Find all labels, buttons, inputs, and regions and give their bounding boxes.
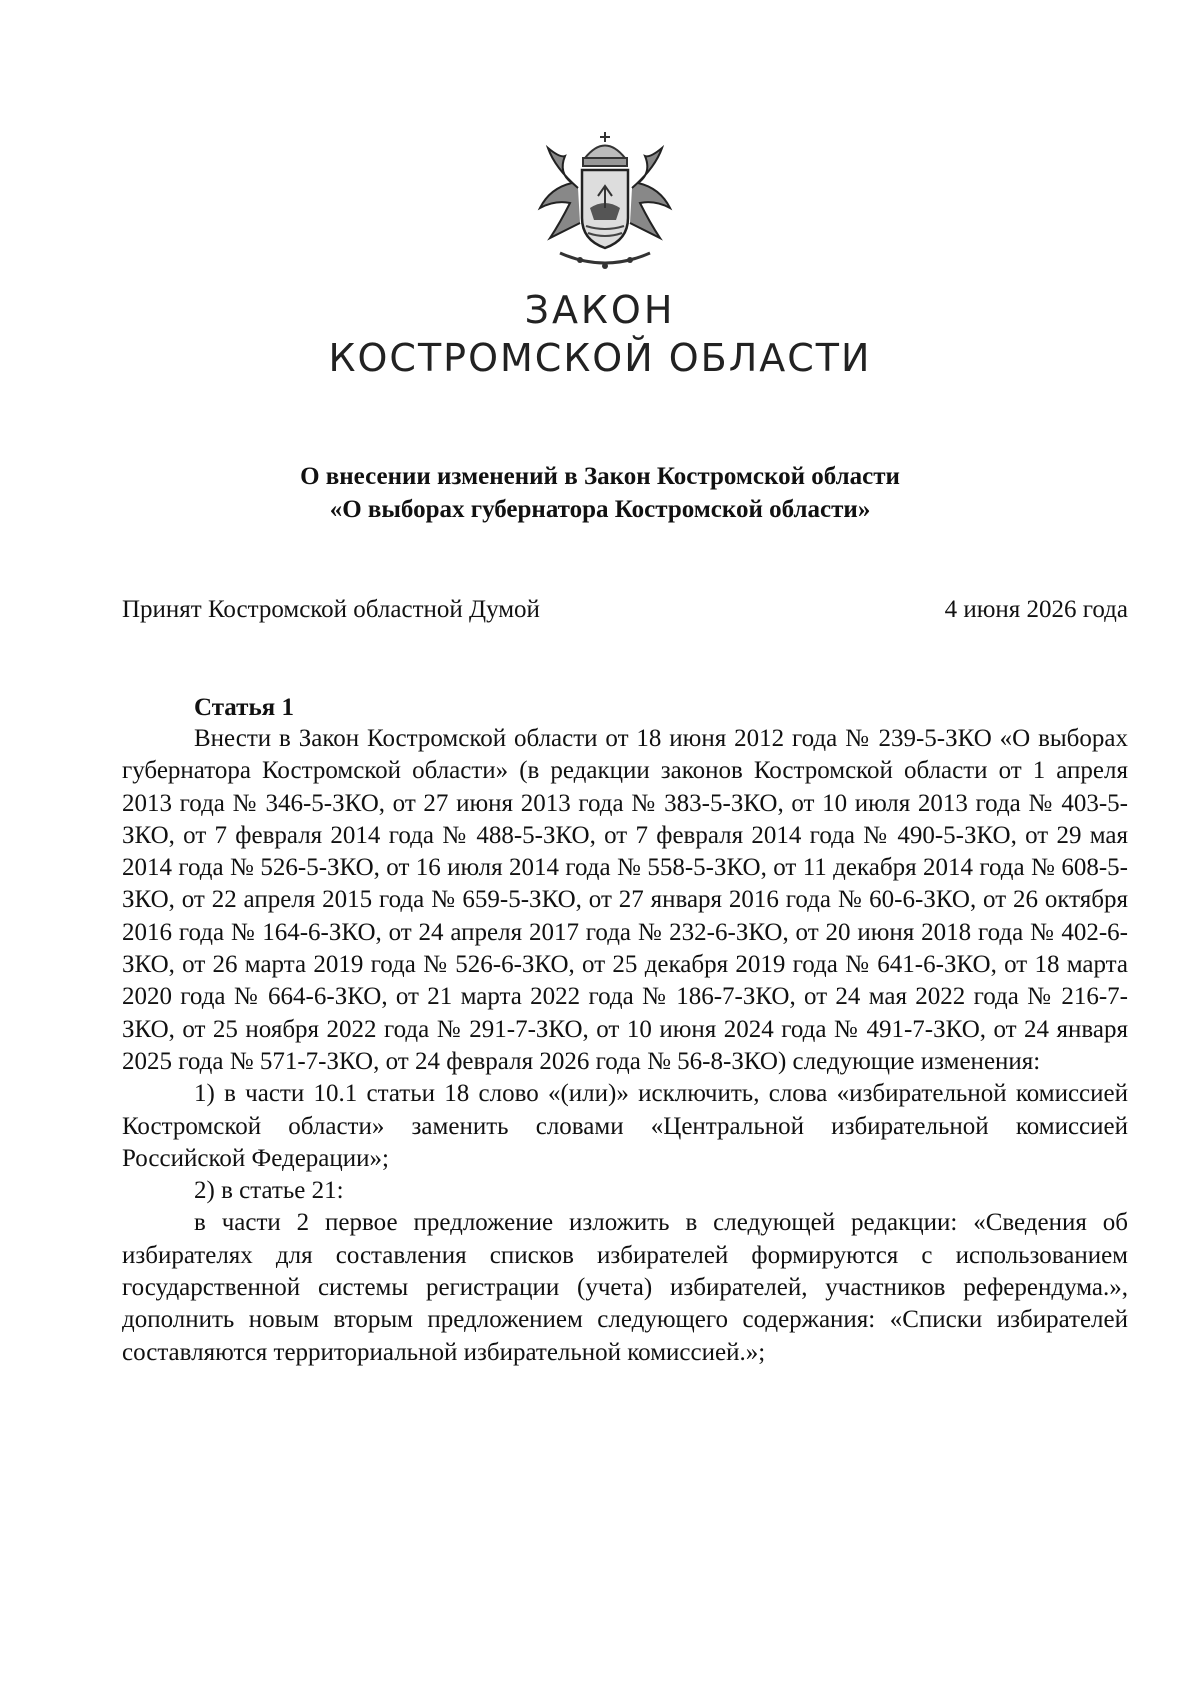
article-title: Статья 1	[194, 694, 294, 721]
document-heading	[0, 460, 1200, 526]
article-paragraph: 1) в части 10.1 статьи 18 слово «(или)» исключить, слова «избирательной комиссией Костромской области» заменить словами «Центральной избирательной комиссией Российской Федерации»;	[122, 1080, 1128, 1172]
law-title-line1: ЗАКОН	[524, 288, 676, 332]
adopted-by: Принят Костромской областной Думой	[122, 596, 540, 623]
law-title-line2: КОСТРОМСКОЙ ОБЛАСТИ	[328, 336, 872, 380]
article-body	[122, 723, 1128, 1369]
coat-of-arms-icon	[520, 128, 690, 278]
heading-line1: О внесении изменений в Закон Костромской области	[300, 463, 900, 490]
adoption-date: 4 июня 2026 года	[944, 596, 1128, 623]
heading-line2: «О выборах губернатора Костромской области»	[329, 496, 871, 523]
article-paragraph: 2) в статье 21:	[194, 1177, 344, 1205]
adoption-row	[122, 596, 1128, 624]
article-paragraph: Внести в Закон Костромской области от 18 июня 2012 года № 239-5-ЗКО «О выборах губернатора Костромской области» (в редакции законов Костромской области от 1 апреля 2013 года № 346-5-ЗКО, от 27 июня 2013 года № 383-5-ЗКО, от 10 июля 2013 года № 403-5-ЗКО, от 7 февраля 2014 года № 488-5-ЗКО, от 7 февраля 2014 года № 490-5-ЗКО, от 29 мая 2014 года № 526-5-ЗКО, от 16 июля 2014 года № 558-5-ЗКО, от 11 декабря 2014 года № 608-5-ЗКО, от 22 апреля 2015 года № 659-5-ЗКО, от 27 января 2016 года № 60-6-ЗКО, от 26 октября 2016 года № 164-6-ЗКО, от 24 апреля 2017 года № 232-6-ЗКО, от 20 июня 2018 года № 402-6-ЗКО, от 26 марта 2019 года № 526-6-ЗКО, от 25 декабря 2019 года № 641-6-ЗКО, от 18 марта 2020 года № 664-6-ЗКО, от 21 марта 2022 года № 186-7-ЗКО, от 24 мая 2022 года № 216-7-ЗКО, от 25 ноября 2022 года № 291-7-ЗКО, от 10 июня 2024 года № 491-7-ЗКО, от 24 января 2025 года № 571-7-ЗКО, от 24 февраля 2026 года № 56-8-ЗКО) следующие изменения:	[122, 725, 1128, 1075]
article-paragraph: в части 2 первое предложение изложить в следующей редакции: «Сведения об избирателях для составления списков избирателей формируются с использованием государственной системы регистрации (учета) избирателей, участников референдума.», дополнить новым вторым предложением следующего содержания: «Списки избирателей составляются территориальной избирательной комиссией.»;	[122, 1209, 1128, 1366]
